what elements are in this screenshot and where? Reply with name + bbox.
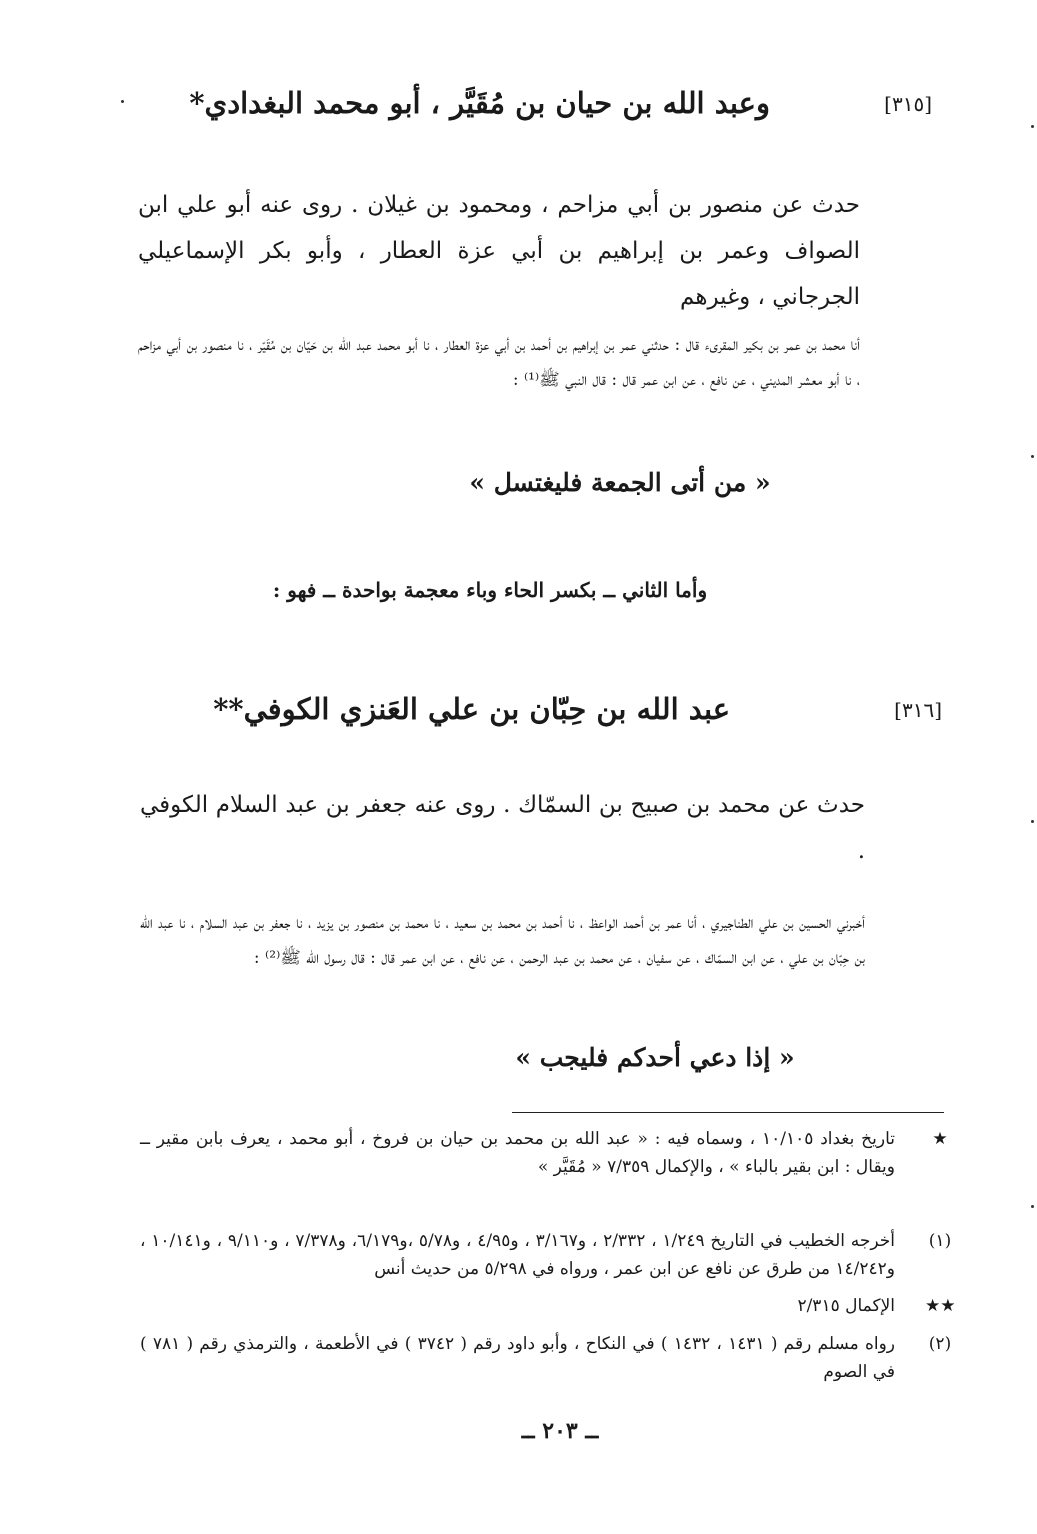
footnote <box>140 1292 960 1320</box>
footnote-mark: (١) <box>928 1231 952 1251</box>
entry-number: [٣١٦] <box>894 698 942 722</box>
entry-number: [٣١٥] <box>884 92 932 116</box>
footnote-mark: ★ <box>932 1129 948 1149</box>
entry-body: حدث عن محمد بن صبيح بن السمّاك . روى عنه جعفر بن عبد السلام الكوفي . <box>140 792 865 864</box>
isnad-paragraph: أخبرني الحسين بن علي الطناجيري ، أنا عمر بن أحمد الواعظ ، نا أحمد بن محمد بن سعيد ، نا محمد بن منصور بن يزيد ، نا جعفر بن عبد السلام ، نا عبد الله بن حِبّان بن علي ، عن ابن السمّاك ، عن سفيان ، عن محمد بن عبد الرحمن ، عن نافع ، عن ابن عمر قال : قال رسول الله ﷺ⁽²⁾ : <box>140 913 865 968</box>
page-number: ــ ٢٠٣ ــ <box>521 1418 599 1444</box>
footnote-text: الإكمال ٢/٣١٥ <box>797 1296 895 1316</box>
footnote-mark: ★★ <box>925 1296 956 1316</box>
scan-mark <box>1031 1205 1034 1208</box>
scan-mark <box>121 100 124 103</box>
scan-mark <box>1031 455 1034 458</box>
scan-mark <box>1031 820 1034 823</box>
footnote-text: أخرجه الخطيب في التاريخ ١/٢٤٩ ، ٢/٣٣٢ ، و٣/١٦٧ ، و٤/٩٥ ، و٥/٧٨ ،و٦/١٧٩، و٧/٣٧٨ ، و٩/١١٠ ، و١٠/١٤١ ، و١٤/٢٤٢ من طرق عن نافع عن ابن عمر ، ورواه في ٥/٢٩٨ من حديث أنس <box>140 1231 896 1279</box>
entry-title: وعبد الله بن حيان بن مُقَيَّر ، أبو محمد البغدادي* <box>189 86 770 120</box>
footnote <box>140 1125 960 1185</box>
scan-mark <box>1031 125 1034 128</box>
footnote-mark: (٢) <box>928 1334 952 1354</box>
entry-title: عبد الله بن حِبّان بن علي العَنزي الكوفي** <box>213 692 730 726</box>
footnote <box>140 1330 960 1390</box>
footnote <box>140 1227 960 1287</box>
hadith-text: « إذا دعي أحدكم فليجب » <box>515 1043 795 1072</box>
hadith-text: « من أتى الجمعة فليغتسل » <box>469 468 771 497</box>
footnote-separator <box>512 1112 944 1113</box>
footnote-text: تاريخ بغداد ١٠/١٠٥ ، وسماه فيه : « عبد الله بن محمد بن حيان بن فروخ ، أبو محمد ، يعرف بابن مقير ــ ويقال : ابن بقير بالباء » ، والإكمال ٧/٣٥٩ « مُقَيَّر » <box>140 1129 895 1177</box>
entry-body: حدث عن منصور بن أبي مزاحم ، ومحمود بن غيلان . روى عنه أبو علي ابن الصواف وعمر بن إبراهيم بن أبي عزة العطار ، وأبو بكر الإسماعيلي الجرجاني ، وغيرهم <box>138 192 860 310</box>
isnad-paragraph: أنا محمد بن عمر بن بكير المقرىء قال : حدثني عمر بن إبراهيم بن أحمد بن أبي عزة العطار ، نا أبو محمد عبد الله بن حَيّان بن مُقَيّر ، نا منصور بن أبي مزاحم ، نا أبو معشر المديني ، عن نافع ، عن ابن عمر قال : قال النبي ﷺ⁽¹⁾ : <box>138 335 860 390</box>
footnote-text: رواه مسلم رقم ( ١٤٣١ ، ١٤٣٢ ) في النكاح ، وأبو داود رقم ( ٣٧٤٢ ) في الأطعمة ، والترمذي رقم ( ٧٨١ ) في الصوم <box>140 1334 895 1382</box>
section-heading: وأما الثاني ــ بكسر الحاء وباء معجمة بواحدة ــ فهو : <box>272 578 708 602</box>
